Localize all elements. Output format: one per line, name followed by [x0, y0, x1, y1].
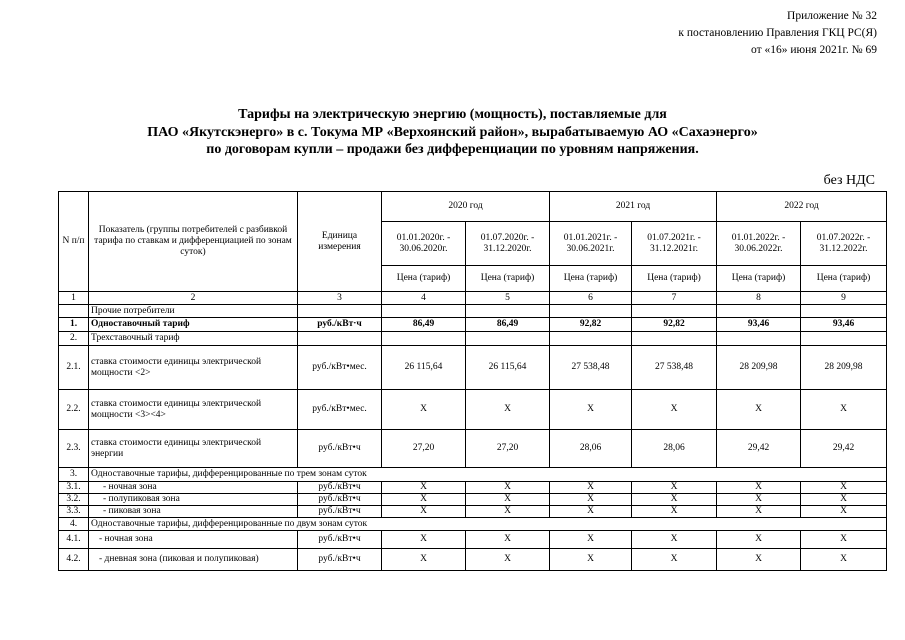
header-period: 01.01.2022г. - 30.06.2022г.: [717, 222, 801, 266]
tariff-table: [58, 191, 887, 571]
row-value: 28,06: [632, 430, 717, 468]
row-value: 93,46: [801, 318, 887, 332]
row-unit: руб./кВт•ч: [298, 494, 382, 506]
header-year: 2020 год: [382, 192, 550, 222]
header-year: 2022 год: [717, 192, 887, 222]
section-row: [59, 518, 887, 531]
column-number: 5: [466, 292, 550, 305]
row-value: 92,82: [632, 318, 717, 332]
row-value: 93,46: [717, 318, 801, 332]
row-value: Х: [632, 531, 717, 549]
row-value: Х: [717, 494, 801, 506]
vat-note: без НДС: [823, 173, 875, 188]
row-value: Х: [466, 549, 550, 571]
row-value: Х: [632, 390, 717, 430]
column-number: 3: [298, 292, 382, 305]
row-name: ставка стоимости единицы электрической мощности <3><4>: [89, 390, 298, 430]
header-period: 01.07.2020г. - 31.12.2020г.: [466, 222, 550, 266]
row-value: Х: [466, 531, 550, 549]
row-value: Х: [550, 494, 632, 506]
column-number: 9: [801, 292, 887, 305]
header-price: Цена (тариф): [632, 266, 717, 292]
row-value: 27,20: [466, 430, 550, 468]
row-name: Трехставочный тариф: [89, 332, 298, 346]
row-value: 92,82: [550, 318, 632, 332]
row-value: Х: [382, 549, 466, 571]
row-value: 28 209,98: [801, 346, 887, 390]
column-number: 8: [717, 292, 801, 305]
row-name: Одноставочные тарифы, дифференцированные по двум зонам суток: [89, 518, 887, 531]
row-unit: руб./кВт•мес.: [298, 346, 382, 390]
row-value: Х: [466, 494, 550, 506]
header-year: 2021 год: [550, 192, 717, 222]
title-line: Тарифы на электрическую энергию (мощность), поставляемые для: [238, 107, 667, 122]
row-name: ставка стоимости единицы электрической энергии: [89, 430, 298, 468]
row-num: 3.1.: [59, 482, 89, 494]
header-period: 01.07.2022г. - 31.12.2022г.: [801, 222, 887, 266]
column-number: 7: [632, 292, 717, 305]
appendix-line: от «16» июня 2021г. № 69: [751, 44, 877, 56]
document-title: [0, 106, 905, 159]
table-row: [59, 482, 887, 494]
row-value: Х: [382, 506, 466, 518]
row-value: 29,42: [801, 430, 887, 468]
table-row: [59, 494, 887, 506]
row-value: Х: [382, 531, 466, 549]
row-value: 28,06: [550, 430, 632, 468]
table-row: [59, 332, 887, 346]
row-value: Х: [550, 549, 632, 571]
row-name: Одноставочный тариф: [89, 318, 298, 332]
row-unit: руб./кВт•мес.: [298, 390, 382, 430]
header-unit: Единица измерения: [298, 192, 382, 292]
row-value: 86,49: [382, 318, 466, 332]
row-value: Х: [801, 494, 887, 506]
row-num: 2.: [59, 332, 89, 346]
row-value: Х: [632, 549, 717, 571]
row-value: Х: [717, 506, 801, 518]
row-name: ставка стоимости единицы электрической мощности <2>: [89, 346, 298, 390]
row-value: 26 115,64: [466, 346, 550, 390]
header-indicator: Показатель (группы потребителей с разбивкой тарифа по ставкам и дифференциацией по зонам суток): [89, 192, 298, 292]
row-value: Х: [717, 482, 801, 494]
row-value: 28 209,98: [717, 346, 801, 390]
header-price: Цена (тариф): [550, 266, 632, 292]
row-value: 27 538,48: [550, 346, 632, 390]
row-num: 3.: [59, 468, 89, 482]
row-unit: руб./кВт•ч: [298, 482, 382, 494]
header-price: Цена (тариф): [801, 266, 887, 292]
row-value: Х: [801, 506, 887, 518]
column-number: 1: [59, 292, 89, 305]
table-row: [59, 430, 887, 468]
table-row: [59, 318, 887, 332]
row-value: Х: [466, 506, 550, 518]
row-num: 4.2.: [59, 549, 89, 571]
row-value: Х: [632, 482, 717, 494]
row-value: Х: [801, 549, 887, 571]
header-row: [59, 192, 887, 222]
row-name: Одноставочные тарифы, дифференцированные по трем зонам суток: [89, 468, 887, 482]
row-value: 27 538,48: [632, 346, 717, 390]
header-price: Цена (тариф): [466, 266, 550, 292]
row-num: 1.: [59, 318, 89, 332]
row-value: Х: [550, 390, 632, 430]
row-value: Х: [382, 390, 466, 430]
header-price: Цена (тариф): [717, 266, 801, 292]
header-period: 01.07.2021г. - 31.12.2021г.: [632, 222, 717, 266]
appendix-line: к постановлению Правления ГКЦ РС(Я): [678, 27, 877, 39]
row-value: Х: [801, 390, 887, 430]
row-value: Х: [717, 549, 801, 571]
row-unit: руб./кВт•ч: [298, 430, 382, 468]
title-line: ПАО «Якутскэнерго» в с. Токума МР «Верхоянский район», вырабатываемую АО «Сахаэнерго»: [147, 124, 758, 140]
row-unit: руб./кВт•ч: [298, 506, 382, 518]
row-value: Х: [550, 482, 632, 494]
row-num: 4.1.: [59, 531, 89, 549]
row-num: 2.3.: [59, 430, 89, 468]
column-number: 2: [89, 292, 298, 305]
row-value: Х: [632, 494, 717, 506]
table-row: [59, 390, 887, 430]
row-value: Х: [382, 494, 466, 506]
row-num: 2.2.: [59, 390, 89, 430]
row-value: 27,20: [382, 430, 466, 468]
table-row: [59, 549, 887, 571]
row-value: Х: [466, 390, 550, 430]
row-value: 26 115,64: [382, 346, 466, 390]
header-period: 01.01.2021г. - 30.06.2021г.: [550, 222, 632, 266]
section-row: [59, 305, 887, 318]
row-name: - полупиковая зона: [89, 494, 298, 506]
row-num: 4.: [59, 518, 89, 531]
appendix-line: Приложение № 32: [787, 10, 877, 22]
row-value: Х: [632, 506, 717, 518]
row-unit: руб./кВт•ч: [298, 531, 382, 549]
section-row: [59, 468, 887, 482]
table-row: [59, 346, 887, 390]
column-number: 4: [382, 292, 466, 305]
header-price: Цена (тариф): [382, 266, 466, 292]
row-unit: руб./кВт·ч: [298, 318, 382, 332]
row-name: - дневная зона (пиковая и полупиковая): [89, 549, 298, 571]
row-num: 2.1.: [59, 346, 89, 390]
row-name: - ночная зона: [89, 482, 298, 494]
row-num: 3.3.: [59, 506, 89, 518]
row-value: Х: [550, 531, 632, 549]
row-value: Х: [717, 531, 801, 549]
row-value: 86,49: [466, 318, 550, 332]
row-unit: руб./кВт•ч: [298, 549, 382, 571]
row-name: - пиковая зона: [89, 506, 298, 518]
row-value: Х: [801, 531, 887, 549]
column-number-row: [59, 292, 887, 305]
section-label: Прочие потребители: [89, 305, 298, 318]
row-value: 29,42: [717, 430, 801, 468]
appendix-note: [678, 8, 877, 59]
row-value: Х: [801, 482, 887, 494]
table-row: [59, 531, 887, 549]
header-period: 01.01.2020г. - 30.06.2020г.: [382, 222, 466, 266]
row-num: 3.2.: [59, 494, 89, 506]
row-value: Х: [382, 482, 466, 494]
title-line: по договорам купли – продажи без дифференциации по уровням напряжения.: [206, 142, 699, 157]
table-row: [59, 506, 887, 518]
row-value: Х: [550, 506, 632, 518]
column-number: 6: [550, 292, 632, 305]
row-value: Х: [466, 482, 550, 494]
header-num: N п/п: [59, 192, 89, 292]
row-name: - ночная зона: [89, 531, 298, 549]
row-value: Х: [717, 390, 801, 430]
